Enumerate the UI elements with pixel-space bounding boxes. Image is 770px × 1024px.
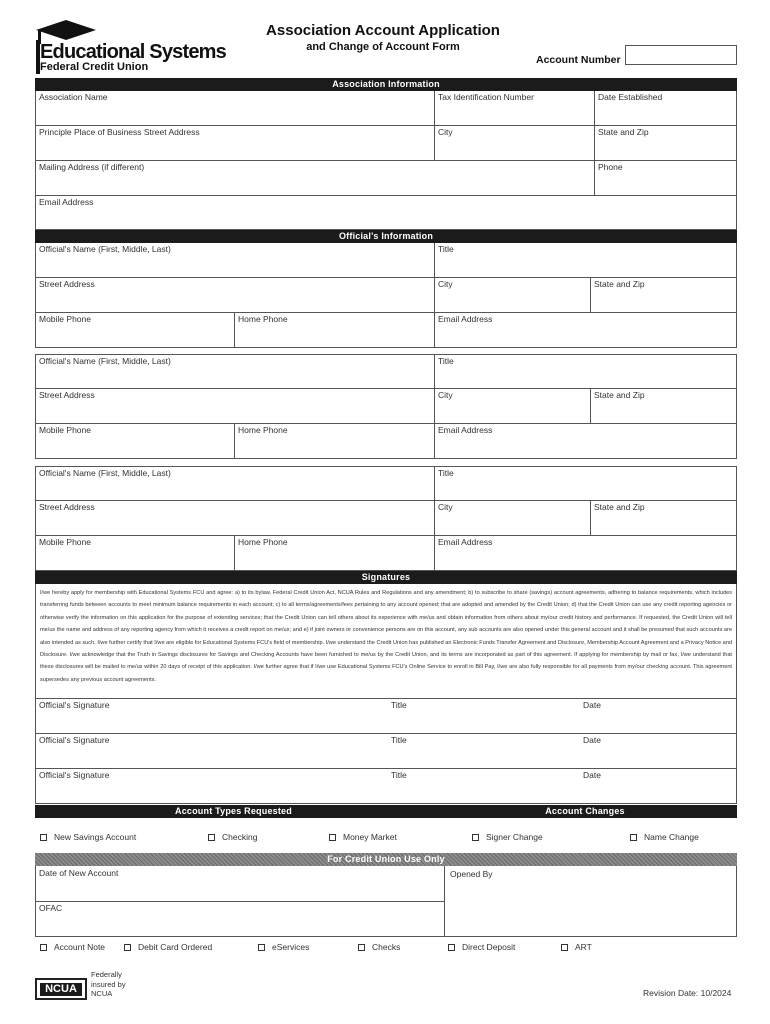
- official-2-row-2: [35, 389, 737, 424]
- signature-row-2: [35, 734, 737, 769]
- official-2-row-3: [35, 424, 737, 459]
- official-1-mobile-field[interactable]: Mobile Phone: [39, 314, 91, 324]
- official-3-home-phone-field[interactable]: Home Phone: [238, 537, 288, 547]
- account-number-field[interactable]: [625, 45, 737, 65]
- mailing-address-field[interactable]: Mailing Address (if different): [39, 162, 145, 172]
- association-phone-field[interactable]: Phone: [598, 162, 623, 172]
- checking-checkbox[interactable]: Checking: [208, 832, 257, 842]
- association-name-field[interactable]: Association Name: [39, 92, 108, 102]
- association-row-2: [35, 126, 737, 161]
- official-2-city-field[interactable]: City: [438, 390, 453, 400]
- official-1-title-field[interactable]: Title: [438, 244, 454, 254]
- association-section-header: Association Information: [35, 78, 737, 91]
- signature-row-3: [35, 769, 737, 804]
- official-1-name-field[interactable]: Official's Name (First, Middle, Last): [39, 244, 171, 254]
- signature-3-date-field[interactable]: Date: [583, 770, 601, 780]
- association-city-field[interactable]: City: [438, 127, 453, 137]
- official-3-street-field[interactable]: Street Address: [39, 502, 95, 512]
- official-3-title-field[interactable]: Title: [438, 468, 454, 478]
- official-2-mobile-field[interactable]: Mobile Phone: [39, 425, 91, 435]
- official-1-state-zip-field[interactable]: State and Zip: [594, 279, 645, 289]
- logo-name: Educational Systems: [40, 41, 226, 63]
- cu-divider: [35, 901, 444, 902]
- official-2-title-field[interactable]: Title: [438, 356, 454, 366]
- official-1-city-field[interactable]: City: [438, 279, 453, 289]
- tax-id-field[interactable]: Tax Identification Number: [438, 92, 534, 102]
- opened-by-cell: [444, 866, 737, 937]
- official-1-email-field[interactable]: Email Address: [438, 314, 493, 324]
- official-1-row-3: [35, 313, 737, 348]
- eservices-checkbox[interactable]: eServices: [258, 942, 309, 952]
- official-2-name-field[interactable]: Official's Name (First, Middle, Last): [39, 356, 171, 366]
- signer-change-checkbox[interactable]: Signer Change: [472, 832, 543, 842]
- signatures-section-header: Signatures: [35, 571, 737, 584]
- signature-2-title-field[interactable]: Title: [391, 735, 407, 745]
- account-types-header: Account Types Requested: [35, 805, 433, 818]
- official-3-row-2: [35, 501, 737, 536]
- business-street-field[interactable]: Principle Place of Business Street Address: [39, 127, 200, 137]
- date-new-account-field[interactable]: Date of New Account: [39, 868, 119, 878]
- membership-agreement-text: I/we hereby apply for membership with Educational Systems FCU and agree: a) to its bylaw, Federal Credit Union Act, NCUA Rules and Regulations and any amendment; b) to subscribe to share (savings) account agreements, adhering to balance requirements, which includes transferring funds between accounts to meet minimum balance requirements in each account; c) to all terms/agreements/fees pertaining to any account opened; that are adopted and amended by the Credit Union; d) that the Credit Union can use any credit reporting agencies or otherwise verify the information on this application for the purpose of extending services; that the Credit Union can tell others about its experience with me/us and obtain information from others about my/our credit history and performance. If requested, the Credit Union will tell me/us the name and address of any reporting agency from which it receives a credit report on me/us; and e) if joint owners or convenience persons are on this account, any sub accounts are also opened under this general account and it shall be presumed that such accounts are also intended as such. I/we further certify that I/we are eligible for Educational Systems FCU's field of membership. I/we understand the Credit Union has published an Electronic Funds Transfer Agreement and Disclosure, Membership Account Agreement and a Privacy Notice and Disclosure. I/we acknowledge that the Truth in Savings disclosures for Savings and Checking Accounts have been furnished to me/us by the Credit Union, and its terms are incorporated as part of this agreement. If applying for membership by mail or fax, I/we understand that these disclosures will be mailed to me/us within 20 days of receipt of this application. I/we further agree that if I/we use Educational Systems FCU's Online Service to enroll in Bill Pay, I/we are also fully responsible for all payments from my/our checking account. This agreement supersedes any previous account agreements.: [35, 584, 737, 699]
- account-changes-header: Account Changes: [433, 805, 737, 818]
- officials-section-header: Official's Information: [35, 230, 737, 243]
- official-2-state-zip-field[interactable]: State and Zip: [594, 390, 645, 400]
- official-2-email-field[interactable]: Email Address: [438, 425, 493, 435]
- official-signature-1-field[interactable]: Official's Signature: [39, 700, 110, 710]
- association-row-1: [35, 91, 737, 126]
- official-1-street-field[interactable]: Street Address: [39, 279, 95, 289]
- official-3-name-field[interactable]: Official's Name (First, Middle, Last): [39, 468, 171, 478]
- official-signature-3-field[interactable]: Official's Signature: [39, 770, 110, 780]
- association-row-4: [35, 196, 737, 230]
- association-row-3: [35, 161, 737, 196]
- date-established-field[interactable]: Date Established: [598, 92, 663, 102]
- official-1-row-2: [35, 278, 737, 313]
- official-2-home-phone-field[interactable]: Home Phone: [238, 425, 288, 435]
- signature-row-1: [35, 699, 737, 734]
- account-note-checkbox[interactable]: Account Note: [40, 942, 105, 952]
- signature-1-title-field[interactable]: Title: [391, 700, 407, 710]
- official-2-street-field[interactable]: Street Address: [39, 390, 95, 400]
- opened-by-field[interactable]: Opened By: [450, 869, 493, 879]
- official-3-city-field[interactable]: City: [438, 502, 453, 512]
- official-3-mobile-field[interactable]: Mobile Phone: [39, 537, 91, 547]
- page-title: Association Account Application: [266, 22, 500, 39]
- logo-subname: Federal Credit Union: [40, 61, 149, 73]
- official-3-state-zip-field[interactable]: State and Zip: [594, 502, 645, 512]
- checks-checkbox[interactable]: Checks: [358, 942, 400, 952]
- signature-1-date-field[interactable]: Date: [583, 700, 601, 710]
- official-3-email-field[interactable]: Email Address: [438, 537, 493, 547]
- official-2-row-1: [35, 354, 737, 389]
- signature-2-date-field[interactable]: Date: [583, 735, 601, 745]
- association-state-zip-field[interactable]: State and Zip: [598, 127, 649, 137]
- cu-use-header: For Credit Union Use Only: [35, 853, 737, 866]
- association-email-field[interactable]: Email Address: [39, 197, 94, 207]
- ncua-logo-text: NCUA: [40, 983, 82, 996]
- debit-card-ordered-checkbox[interactable]: Debit Card Ordered: [124, 942, 212, 952]
- account-number-label: Account Number: [536, 54, 621, 66]
- revision-date: Revision Date: 10/2024: [643, 988, 732, 998]
- official-3-row-3: [35, 536, 737, 571]
- ncua-logo: [35, 978, 87, 1000]
- direct-deposit-checkbox[interactable]: Direct Deposit: [448, 942, 515, 952]
- official-1-row-1: [35, 243, 737, 278]
- money-market-checkbox[interactable]: Money Market: [329, 832, 397, 842]
- name-change-checkbox[interactable]: Name Change: [630, 832, 699, 842]
- ofac-field[interactable]: OFAC: [39, 903, 63, 913]
- new-savings-checkbox[interactable]: New Savings Account: [40, 832, 136, 842]
- art-checkbox[interactable]: ART: [561, 942, 592, 952]
- official-signature-2-field[interactable]: Official's Signature: [39, 735, 110, 745]
- official-3-row-1: [35, 466, 737, 501]
- federally-insured-text: Federally insured by NCUA: [91, 970, 126, 998]
- official-1-home-phone-field[interactable]: Home Phone: [238, 314, 288, 324]
- signature-3-title-field[interactable]: Title: [391, 770, 407, 780]
- page-subtitle: and Change of Account Form: [306, 41, 460, 53]
